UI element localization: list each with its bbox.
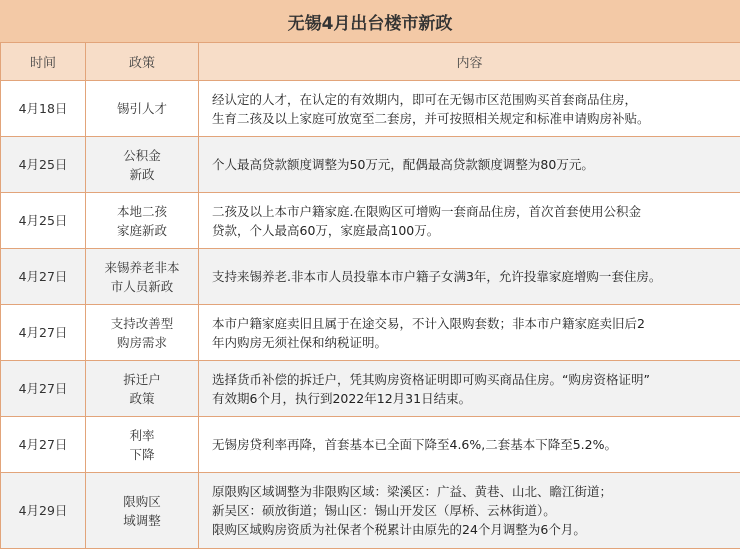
- row-date: 4月27日: [1, 249, 86, 305]
- table-row: [1, 193, 740, 249]
- row-date: 4月27日: [1, 417, 86, 473]
- table-row: [1, 81, 740, 137]
- policy-line: 支持改善型: [110, 315, 174, 331]
- row-content: [199, 361, 740, 417]
- row-content: [199, 249, 740, 305]
- row-content: [199, 81, 740, 137]
- row-policy: [86, 473, 199, 549]
- policy-line: 拆迁户: [123, 371, 161, 387]
- content-line: 生育二孩及以上家庭可放宽至二套房，并可按照相关规定和标准申请购房补贴。: [212, 110, 650, 126]
- content-line: 选择货币补偿的拆迁户，凭其购房资格证明即可购买商品住房。“购房资格证明”: [212, 371, 650, 387]
- row-content: [199, 473, 740, 549]
- content-line: 本市户籍家庭卖旧且属于在途交易，不计入限购套数；非本市户籍家庭卖旧后2: [212, 315, 645, 331]
- content-line: 贷款，个人最高60万，家庭最高100万。: [212, 222, 440, 238]
- content-line: 年内购房无须社保和纳税证明。: [212, 334, 388, 350]
- content-line: 无锡房贷利率再降，首套基本已全面下降至4.6%,二套基本下降至5.2%。: [212, 437, 617, 452]
- row-content: [199, 417, 740, 473]
- content-line: 原限购区域调整为非限购区域：梁溪区：广益、黄巷、山北、瞻江街道；: [212, 484, 613, 499]
- content-line: 二孩及以上本市户籍家庭.在限购区可增购一套商品住房，首次首套使用公积金: [212, 203, 641, 219]
- policy-line: 锡引人才: [116, 101, 167, 116]
- content-line: 经认定的人才，在认定的有效期内，即可在无锡市区范围购买首套商品住房，: [212, 91, 638, 107]
- header-date: 时间: [1, 43, 86, 81]
- policy-line: 下降: [129, 446, 155, 462]
- row-date: 4月27日: [1, 305, 86, 361]
- content-line: 新吴区：硕放街道；锡山区：锡山开发区（厚桥、云林街道）。: [212, 503, 556, 518]
- row-date: 4月25日: [1, 193, 86, 249]
- row-content: [199, 193, 740, 249]
- content-line: 个人最高贷款额度调整为50万元，配偶最高贷款额度调整为80万元。: [212, 157, 594, 172]
- header-row: [1, 43, 740, 81]
- row-policy: [86, 361, 199, 417]
- policy-line: 新政: [129, 166, 155, 182]
- content-line: 支持来锡养老.非本市人员投靠本市户籍子女满3年，允许投靠家庭增购一套住房。: [212, 269, 662, 284]
- policy-line: 来锡养老非本: [104, 259, 180, 275]
- header-content: 内容: [199, 43, 740, 81]
- policy-line: 限购区: [123, 493, 161, 509]
- policy-line: 域调整: [123, 512, 161, 528]
- policy-line: 政策: [129, 390, 155, 406]
- policy-line: 利率: [129, 427, 155, 443]
- row-policy: [86, 81, 199, 137]
- table-row: [1, 361, 740, 417]
- table-row: [1, 249, 740, 305]
- row-date: 4月29日: [1, 473, 86, 549]
- table-row: [1, 305, 740, 361]
- table-title: 无锡4月出台楼市新政: [0, 0, 740, 43]
- policy-table: [0, 42, 740, 549]
- row-policy: [86, 193, 199, 249]
- row-policy: [86, 137, 199, 193]
- row-policy: [86, 417, 199, 473]
- content-line: 有效期6个月，执行到2022年12月31日结束。: [212, 390, 472, 406]
- policy-line: 市人员新政: [110, 278, 174, 294]
- policy-line: 家庭新政: [116, 222, 167, 238]
- row-policy: [86, 249, 199, 305]
- row-content: [199, 137, 740, 193]
- row-date: 4月27日: [1, 361, 86, 417]
- row-date: 4月18日: [1, 81, 86, 137]
- policy-line: 购房需求: [116, 334, 167, 350]
- table-row: [1, 473, 740, 549]
- table-row: [1, 417, 740, 473]
- policy-line: 公积金: [123, 147, 161, 163]
- row-content: [199, 305, 740, 361]
- header-policy: 政策: [86, 43, 199, 81]
- policy-line: 本地二孩: [116, 203, 167, 219]
- content-line: 限购区域购房资质为社保者个税累计由原先的24个月调整为6个月。: [212, 522, 586, 537]
- table-row: [1, 137, 740, 193]
- row-policy: [86, 305, 199, 361]
- row-date: 4月25日: [1, 137, 86, 193]
